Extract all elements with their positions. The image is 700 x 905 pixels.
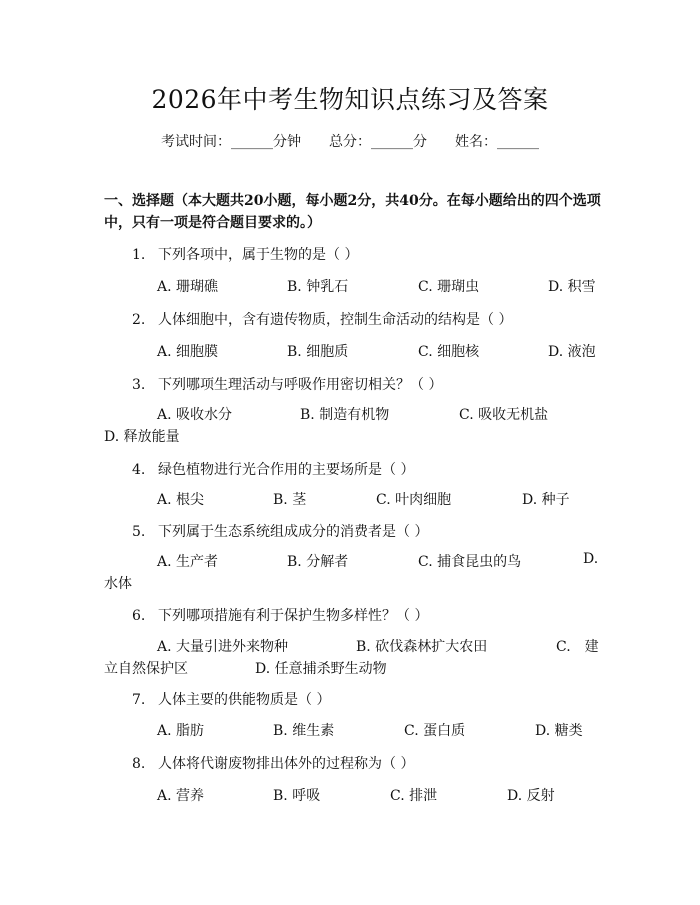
question-4 [132, 459, 414, 479]
question-number: 2. [132, 312, 146, 328]
option-d: D. 释放能量 [104, 429, 180, 445]
question-2 [132, 309, 512, 329]
option-b: B. 呼吸 [273, 788, 321, 804]
option-a: A. 营养 [157, 788, 205, 804]
option-d: D. [583, 551, 599, 567]
question-number: 4. [132, 462, 146, 478]
name-label: 姓名：______ [455, 134, 539, 150]
option-d: D. 积雪 [548, 279, 596, 295]
option-a: A. 细胞膜 [157, 344, 219, 360]
option-c: C. 细胞核 [418, 344, 480, 360]
question-text: 人体细胞中，含有遗传物质，控制生命活动的结构是（ ） [158, 312, 513, 328]
option-d: D. 液泡 [548, 344, 596, 360]
option-a: A. 吸收水分 [157, 407, 233, 423]
option-d-text: 水体 [104, 576, 132, 592]
question-text: 人体主要的供能物质是（ ） [158, 692, 331, 708]
option-a: A. 生产者 [157, 554, 219, 570]
option-c: C. 珊瑚虫 [418, 279, 480, 295]
option-b: B. 钟乳石 [287, 279, 349, 295]
question-number: 7. [132, 692, 146, 708]
option-d: D. 任意捕杀野生动物 [255, 661, 387, 677]
question-text: 下列属于生态系统组成成分的消费者是（ ） [158, 524, 429, 540]
option-a: A. 珊瑚礁 [157, 279, 219, 295]
question-3 [132, 374, 442, 394]
option-b: B. 砍伐森林扩大农田 [356, 639, 488, 655]
option-c-text: 立自然保护区 [104, 661, 188, 677]
option-b: B. 茎 [273, 492, 307, 508]
section-heading: 一、选择题（本大题共20小题，每小题2分，共40分。在每小题给出的四个选项中，只有一项是符合题目要求的。） [104, 193, 601, 231]
option-a: A. 脂肪 [157, 723, 205, 739]
option-b: B. 细胞质 [287, 344, 349, 360]
option-c: C. 建 [556, 639, 599, 655]
question-number: 1. [132, 247, 146, 263]
option-a: A. 大量引进外来物种 [157, 639, 289, 655]
option-c: C. 叶肉细胞 [376, 492, 452, 508]
question-number: 8. [132, 756, 146, 772]
option-c: C. 吸收无机盐 [459, 407, 549, 423]
question-8 [132, 753, 414, 773]
question-text: 人体将代谢废物排出体外的过程称为（ ） [158, 756, 415, 772]
total-score-label: 总分：______分 [329, 134, 427, 150]
question-7 [132, 689, 330, 709]
option-a: A. 根尖 [157, 492, 205, 508]
option-c: C. 蛋白质 [404, 723, 466, 739]
question-number: 3. [132, 377, 146, 393]
option-c: C. 捕食昆虫的鸟 [418, 554, 522, 570]
question-5 [132, 521, 428, 541]
question-number: 6. [132, 608, 146, 624]
question-1 [132, 244, 358, 264]
page-title: 2026年中考生物知识点练习及答案 [151, 85, 549, 114]
option-b: B. 制造有机物 [300, 407, 390, 423]
question-text: 绿色植物进行光合作用的主要场所是（ ） [158, 462, 415, 478]
exam-meta [0, 131, 700, 151]
exam-time-label: 考试时间：______分钟 [161, 134, 301, 150]
question-6 [132, 605, 428, 625]
question-text: 下列哪项措施有利于保护生物多样性？（ ） [158, 608, 429, 624]
option-b: B. 分解者 [287, 554, 349, 570]
question-text: 下列各项中，属于生物的是（ ） [158, 247, 359, 263]
option-b: B. 维生素 [273, 723, 335, 739]
option-c: C. 排泄 [390, 788, 438, 804]
option-d: D. 种子 [522, 492, 570, 508]
question-number: 5. [132, 524, 146, 540]
option-d: D. 糖类 [535, 723, 583, 739]
question-text: 下列哪项生理活动与呼吸作用密切相关？（ ） [158, 377, 443, 393]
option-d: D. 反射 [507, 788, 555, 804]
